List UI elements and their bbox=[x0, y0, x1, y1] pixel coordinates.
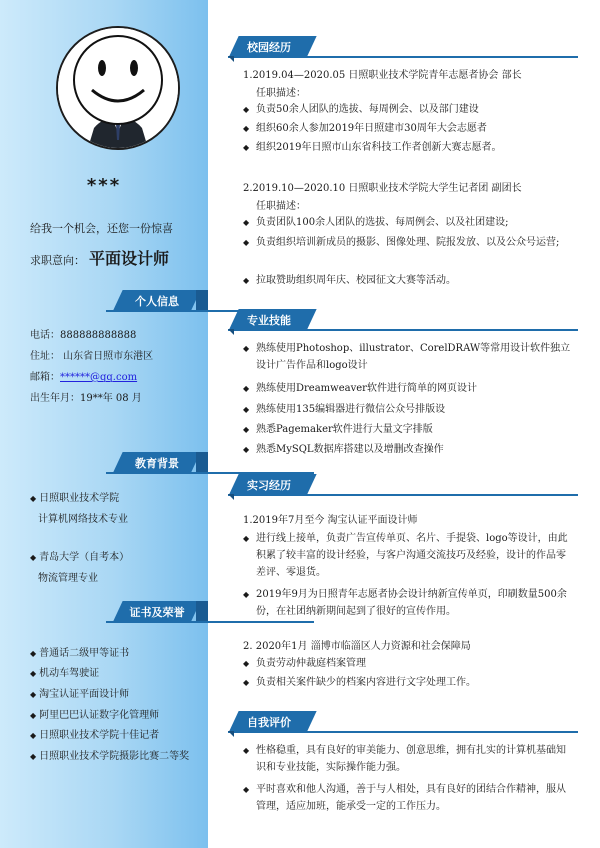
internship-header bbox=[228, 474, 578, 496]
skills-header bbox=[228, 309, 578, 331]
job-intent-label: 求职意向： bbox=[30, 254, 85, 267]
bullet-item: ◆ 负责50余人团队的选拔、每周例会、以及部门建设 bbox=[243, 104, 479, 115]
campus-entry-heading: 2.2019.10—2020.10 日照职业技术学院大学生记者团 副团长 bbox=[243, 183, 522, 194]
bullet-item: ◆ 平时喜欢和他人沟通，善于与人相处，具有良好的团结合作精神，服从管理，适应加班，能承受一定的工作压力。 bbox=[243, 784, 566, 812]
certs-header bbox=[106, 601, 208, 621]
major-item: 物流管理专业 bbox=[38, 573, 98, 584]
motto-text: 给我一个机会，还您一份惊喜 bbox=[30, 222, 173, 235]
email-label: 邮箱： bbox=[30, 372, 60, 383]
campus-entry-heading: 1.2019.04—2020.05 日照职业技术学院青年志愿者协会 部长 bbox=[243, 70, 522, 81]
bullet-item: ◆ 性格稳重，具有良好的审美能力、创意思维，拥有扎实的计算机基础知识和专业技能，实际操作能力强。 bbox=[243, 745, 566, 773]
bullet-item: ◆ 负责相关案件缺少的档案内容进行文字处理工作。 bbox=[243, 677, 476, 688]
evaluation-title: 自我评价 bbox=[247, 716, 291, 729]
school-item: ◆ 日照职业技术学院 bbox=[30, 489, 119, 504]
job-intent bbox=[30, 246, 169, 269]
phone-text: 电话：888888888888 bbox=[30, 330, 137, 341]
bullet-item: ◆ 熟练使用Photoshop、illustrator、CorelDRAW等常用设计软件独立设计广告作品和logo设计 bbox=[243, 343, 571, 371]
bullet-item: ◆ 负责劳动仲裁庭档案管理 bbox=[243, 658, 366, 669]
bullet-item: ◆ 熟悉MySQL数据库搭建以及增删改查操作 bbox=[243, 444, 444, 455]
bullet-item: ◆ 熟练使用135编辑器进行微信公众号排版设 bbox=[243, 404, 446, 415]
cert-item: ◆ 机动车驾驶证 bbox=[30, 664, 99, 679]
duty-label: 任职描述： bbox=[256, 201, 306, 212]
left-sidebar bbox=[0, 0, 208, 848]
bullet-item: ◆ 负责团队100余人团队的选拔、每周例会、以及社团建设; bbox=[243, 217, 509, 228]
cert-item: ◆ 日照职业技术学院摄影比赛二等奖 bbox=[30, 747, 189, 762]
personal-info-header bbox=[106, 290, 208, 310]
campus-title: 校园经历 bbox=[247, 41, 291, 54]
birth-text: 出生年月：19**年 08 月 bbox=[30, 393, 142, 404]
skills-title: 专业技能 bbox=[247, 314, 291, 327]
certs-title: 证书及荣誉 bbox=[129, 606, 185, 619]
bullet-item: ◆ 组织60余人参加2019年日照建市30周年大会志愿者 bbox=[243, 123, 487, 134]
school-item: ◆ 青岛大学（自考本） bbox=[30, 548, 129, 563]
education-title: 教育背景 bbox=[135, 457, 179, 470]
cert-item: ◆ 日照职业技术学院十佳记者 bbox=[30, 726, 159, 741]
bullet-item: ◆ 2019年9月为日照青年志愿者协会设计纳新宣传单页，印刷数量500余份，在社团纳新期间起到了很好的宣传作用。 bbox=[243, 589, 567, 617]
bullet-item: ◆ 熟练使用Dreamweaver软件进行简单的网页设计 bbox=[243, 383, 477, 394]
bullet-item: ◆ 组织2019年日照市山东省科技工作者创新大赛志愿者。 bbox=[243, 142, 502, 153]
major-item: 计算机网络技术专业 bbox=[38, 514, 128, 525]
bullet-item: ◆ 拉取赞助组织周年庆、校园征文大赛等活动。 bbox=[243, 275, 456, 286]
education-header bbox=[106, 452, 208, 472]
campus-header bbox=[228, 36, 578, 58]
candidate-name: *** bbox=[86, 175, 122, 196]
evaluation-header bbox=[228, 711, 578, 733]
bullet-item: ◆ 进行线上接单，负责广告宣传单页、名片、手提袋、logo等设计，由此积累了较丰富的设计经验，与客户沟通交流技巧及经验，设计的作品零差评、零退货。 bbox=[243, 533, 568, 578]
email-link[interactable]: ******@qq.com bbox=[60, 372, 138, 383]
internship-entry-heading: 1.2019年7月至今 淘宝认证平面设计师 bbox=[243, 515, 418, 526]
internship-title: 实习经历 bbox=[247, 479, 291, 492]
email-row bbox=[30, 368, 137, 383]
job-intent-value: 平面设计师 bbox=[89, 249, 170, 268]
duty-label: 任职描述： bbox=[256, 88, 306, 99]
cert-item: ◆ 普通话二级甲等证书 bbox=[30, 644, 129, 659]
internship-entry-heading: 2. 2020年1月 淄博市临淄区人力资源和社会保障局 bbox=[243, 641, 471, 652]
cert-item: ◆ 阿里巴巴认证数字化管理师 bbox=[30, 706, 159, 721]
avatar bbox=[56, 26, 180, 150]
address-text: 住址： 山东省日照市东港区 bbox=[30, 351, 154, 362]
smiley-avatar-icon bbox=[58, 28, 178, 148]
cert-item: ◆ 淘宝认证平面设计师 bbox=[30, 685, 129, 700]
personal-info-title: 个人信息 bbox=[135, 295, 179, 308]
bullet-item: ◆ 熟悉Pagemaker软件进行大量文字排版 bbox=[243, 424, 433, 435]
bullet-item: ◆ 负责组织培训新成员的摄影、图像处理、院报发放、以及公众号运营; bbox=[243, 237, 560, 248]
